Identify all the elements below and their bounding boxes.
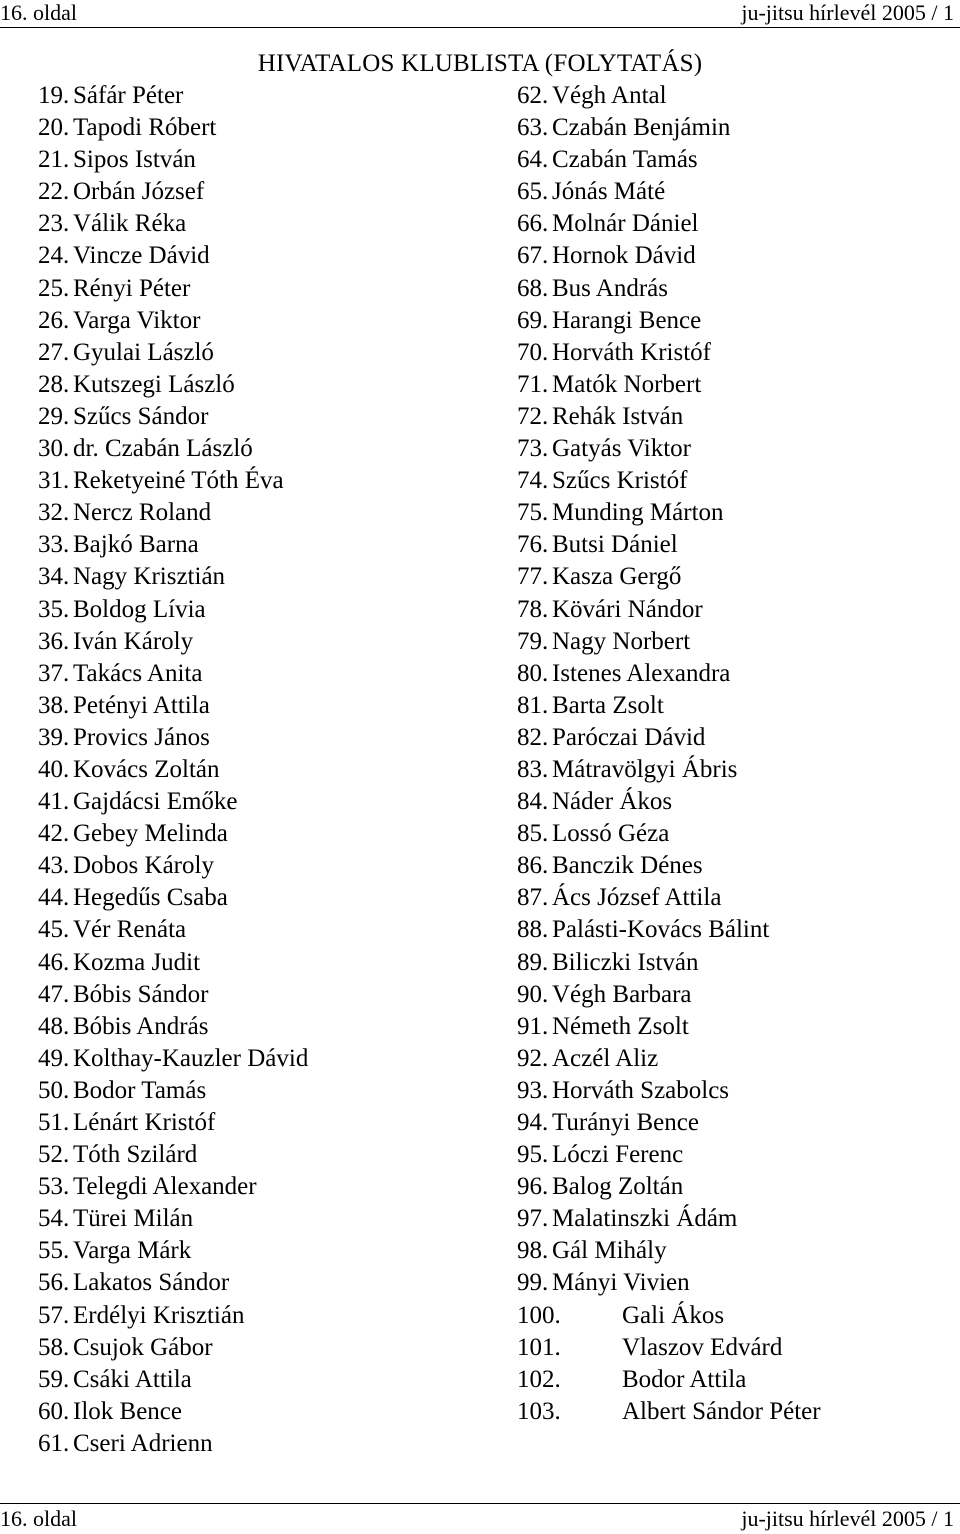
member-name: Szűcs Kristóf [552,467,688,495]
list-item [517,1203,947,1235]
member-number: 50. [38,1076,70,1104]
member-number: 78. [517,595,549,623]
member-name: Kolthay-Kauzler Dávid [73,1044,309,1072]
page-title: HIVATALOS KLUBLISTA (FOLYTATÁS) [257,50,703,77]
list-item [38,1267,478,1299]
list-item [517,754,947,786]
member-number: 94. [517,1109,549,1136]
member-number: 69. [517,306,549,334]
list-item [38,786,478,818]
member-number: 92. [517,1044,549,1072]
member-number: 65. [517,178,549,206]
list-item [517,1043,947,1075]
club-list-left-column [38,80,478,1460]
list-item [517,208,947,240]
member-number: 89. [517,948,549,976]
member-number: 24. [38,242,70,270]
member-name: Mányi Vivien [552,1269,690,1297]
member-name: Rehák István [552,402,684,430]
list-item [38,80,478,112]
list-item [38,1011,478,1043]
member-number: 95. [517,1141,549,1169]
member-number: 99. [517,1269,549,1297]
member-name: Vér Renáta [73,916,187,944]
member-name: Bajkó Barna [73,531,199,559]
member-name: Gebey Melinda [73,820,228,848]
member-name: Rényi Péter [73,274,191,302]
list-item [38,1428,478,1460]
member-number: 66. [517,210,549,238]
member-name: Malatinszki Ádám [552,1205,738,1233]
list-item [517,1139,947,1171]
list-item [38,497,478,529]
member-name: Gál Mihály [552,1237,667,1265]
member-number: 22. [38,178,70,206]
member-number: 98. [517,1237,549,1265]
member-name: Erdélyi Krisztián [73,1301,245,1329]
member-name: Bodor Attila [622,1365,747,1393]
member-number: 87. [517,884,549,912]
page-header [0,0,960,26]
member-name: Dobos Károly [73,852,214,880]
member-number: 80. [517,659,549,687]
member-number: 54. [38,1205,70,1233]
member-number: 72. [517,402,549,430]
member-name: Balog Zoltán [552,1173,684,1201]
list-item [517,433,947,465]
list-item [38,1139,478,1171]
member-name: Hornok Dávid [552,242,696,270]
member-number: 19. [38,82,70,109]
member-name: Cseri Adrienn [73,1429,213,1457]
list-item [517,1300,947,1332]
list-item [38,144,478,176]
member-name: Kutszegi László [73,370,235,398]
member-number: 26. [38,306,70,334]
member-name: Vlaszov Edvárd [622,1333,783,1361]
member-number: 85. [517,820,549,848]
list-item [517,1332,947,1364]
list-item [38,754,478,786]
member-name: Petényi Attila [73,691,210,719]
list-item [517,1107,947,1139]
member-name: Németh Zsolt [552,1012,689,1040]
list-item [517,561,947,593]
member-name: Vincze Dávid [73,242,210,270]
list-item [517,658,947,690]
member-number: 97. [517,1205,549,1233]
member-name: Kasza Gergő [552,563,682,591]
member-name: Palásti-Kovács Bálint [552,916,770,944]
member-number: 36. [38,627,70,655]
member-number: 21. [38,146,70,174]
member-name: Kozma Judit [73,948,201,976]
member-name: Istenes Alexandra [552,659,731,687]
list-item [38,465,478,497]
list-item [38,273,478,305]
list-item [38,722,478,754]
member-number: 93. [517,1076,549,1104]
member-number: 103. [517,1397,561,1425]
list-item [517,80,947,112]
list-item [517,529,947,561]
list-item [517,369,947,401]
member-name: Sipos István [73,146,196,174]
list-item [517,914,947,946]
member-name: Szűcs Sándor [73,402,209,430]
list-item [38,914,478,946]
list-item [517,818,947,850]
member-name: Kovács Zoltán [73,755,220,783]
member-number: 45. [38,916,70,944]
list-item [38,979,478,1011]
member-name: Jónás Máté [552,178,666,206]
member-name: Horváth Kristóf [552,338,711,366]
member-number: 101. [517,1333,561,1361]
page-footer [0,1506,960,1532]
list-item [517,401,947,433]
list-item [38,850,478,882]
list-item [517,112,947,144]
member-number: 75. [517,499,549,527]
list-item [517,850,947,882]
member-number: 76. [517,531,549,559]
member-number: 33. [38,531,70,559]
member-number: 28. [38,370,70,398]
member-number: 34. [38,563,70,591]
member-name: Telegdi Alexander [73,1173,257,1201]
list-item [38,337,478,369]
list-item [517,979,947,1011]
list-item [38,369,478,401]
list-item [38,947,478,979]
member-name: Tóth Szilárd [73,1141,198,1169]
member-number: 55. [38,1237,70,1265]
list-item [38,594,478,626]
list-item [517,882,947,914]
member-name: Csáki Attila [73,1365,192,1393]
member-number: 29. [38,402,70,430]
list-item [38,176,478,208]
member-number: 37. [38,659,70,687]
member-name: Barta Zsolt [552,691,664,719]
list-item [38,882,478,914]
member-name: Bóbis Sándor [73,980,209,1008]
member-number: 91. [517,1012,549,1040]
list-item [517,273,947,305]
member-name: Horváth Szabolcs [552,1076,730,1104]
list-item [38,305,478,337]
header-publication-title: ju-jitsu hírlevél 2005 / 1 [741,0,954,25]
member-name: Lénárt Kristóf [73,1109,216,1136]
member-name: Czabán Benjámin [552,114,731,142]
member-name: Hegedűs Csaba [73,884,228,912]
member-number: 86. [517,852,549,880]
list-item [38,1043,478,1075]
list-item [38,1203,478,1235]
list-item [38,561,478,593]
member-number: 63. [517,114,549,142]
member-name: Orbán József [73,178,205,206]
member-name: Albert Sándor Péter [622,1397,821,1425]
member-number: 44. [38,884,70,912]
member-name: Biliczki István [552,948,699,976]
member-number: 83. [517,755,549,783]
member-number: 61. [38,1429,70,1457]
member-number: 51. [38,1109,70,1136]
header-divider [0,27,960,28]
member-number: 68. [517,274,549,302]
member-name: Bóbis András [73,1012,209,1040]
list-item [38,1107,478,1139]
list-item [38,626,478,658]
member-number: 74. [517,467,549,495]
member-number: 43. [38,852,70,880]
member-name: Gyulai László [73,338,214,366]
member-name: Lossó Géza [552,820,670,848]
member-number: 81. [517,691,549,719]
list-item [38,529,478,561]
member-name: Czabán Tamás [552,146,698,174]
member-number: 31. [38,467,70,495]
member-number: 96. [517,1173,549,1201]
list-item [38,1300,478,1332]
list-item [38,1332,478,1364]
member-number: 47. [38,980,70,1008]
member-number: 60. [38,1397,70,1425]
member-name: Nagy Krisztián [73,563,226,591]
member-name: Tapodi Róbert [73,114,217,142]
member-number: 52. [38,1141,70,1169]
member-name: Náder Ákos [552,788,673,816]
list-item [517,594,947,626]
list-item [517,337,947,369]
list-item [517,465,947,497]
member-name: Reketyeiné Tóth Éva [73,467,284,495]
member-name: Mátravölgyi Ábris [552,755,738,783]
member-name: Válik Réka [73,210,187,238]
member-name: Aczél Aliz [552,1044,659,1072]
member-number: 25. [38,274,70,302]
member-name: Iván Károly [73,627,194,655]
list-item [517,722,947,754]
member-name: Varga Viktor [73,306,201,334]
member-number: 102. [517,1365,561,1393]
member-name: Nercz Roland [73,499,212,527]
member-name: Lakatos Sándor [73,1269,230,1297]
member-number: 77. [517,563,549,591]
member-name: Varga Márk [73,1237,192,1265]
list-item [38,208,478,240]
member-name: Ilok Bence [73,1397,182,1425]
member-name: Lóczi Ferenc [552,1141,684,1169]
list-item [517,1011,947,1043]
member-number: 59. [38,1365,70,1393]
list-item [38,401,478,433]
member-name: Boldog Lívia [73,595,206,623]
member-name: Takács Anita [73,659,203,687]
member-name: Nagy Norbert [552,627,691,655]
member-number: 70. [517,338,549,366]
list-item [38,433,478,465]
list-item [517,1364,947,1396]
member-number: 23. [38,210,70,238]
member-name: Bodor Tamás [73,1076,207,1104]
member-name: Banczik Dénes [552,852,703,880]
member-number: 38. [38,691,70,719]
list-item [517,786,947,818]
member-name: Kövári Nándor [552,595,703,623]
club-list-right-column [517,80,947,1428]
member-number: 35. [38,595,70,623]
member-number: 82. [517,723,549,751]
member-number: 67. [517,242,549,270]
list-item [38,112,478,144]
member-number: 39. [38,723,70,751]
member-name: Gajdácsi Emőke [73,788,238,816]
member-number: 56. [38,1269,70,1297]
list-item [517,144,947,176]
member-number: 53. [38,1173,70,1201]
member-name: Munding Márton [552,499,724,527]
list-item [38,1171,478,1203]
member-number: 73. [517,435,549,463]
list-item [517,305,947,337]
list-item [517,1075,947,1107]
member-name: Sáfár Péter [73,82,184,109]
list-item [517,690,947,722]
member-number: 88. [517,916,549,944]
member-number: 20. [38,114,70,142]
member-number: 100. [517,1301,561,1329]
list-item [517,626,947,658]
header-page-number: 16. oldal [0,0,77,25]
list-item [38,690,478,722]
member-name: Gali Ákos [622,1301,725,1329]
member-name: Türei Milán [73,1205,194,1233]
list-item [38,1364,478,1396]
member-number: 79. [517,627,549,655]
list-item [38,1075,478,1107]
member-number: 62. [517,82,549,109]
member-number: 42. [38,820,70,848]
list-item [38,1235,478,1267]
member-number: 90. [517,980,549,1008]
member-name: Molnár Dániel [552,210,699,238]
member-number: 48. [38,1012,70,1040]
list-item [38,1396,478,1428]
member-name: Csujok Gábor [73,1333,213,1361]
member-name: Matók Norbert [552,370,702,398]
member-number: 30. [38,435,70,463]
member-number: 71. [517,370,549,398]
member-name: Bus András [552,274,668,302]
member-number: 49. [38,1044,70,1072]
list-item [38,818,478,850]
member-name: Provics János [73,723,210,751]
list-item [517,947,947,979]
footer-divider [0,1503,960,1504]
list-item [517,1396,947,1428]
member-number: 64. [517,146,549,174]
member-name: Végh Antal [552,82,667,109]
member-name: Turányi Bence [552,1109,699,1136]
list-item [38,240,478,272]
member-name: Gatyás Viktor [552,435,691,463]
list-item [517,176,947,208]
member-name: dr. Czabán László [73,435,253,463]
list-item [517,240,947,272]
member-name: Végh Barbara [552,980,692,1008]
list-item [517,1267,947,1299]
member-number: 40. [38,755,70,783]
member-name: Paróczai Dávid [552,723,706,751]
member-name: Harangi Bence [552,306,702,334]
member-number: 27. [38,338,70,366]
footer-publication-title: ju-jitsu hírlevél 2005 / 1 [741,1506,954,1531]
member-number: 32. [38,499,70,527]
list-item [517,1235,947,1267]
member-number: 46. [38,948,70,976]
member-number: 58. [38,1333,70,1361]
member-name: Ács József Attila [552,884,722,912]
list-item [517,497,947,529]
member-number: 57. [38,1301,70,1329]
list-item [517,1171,947,1203]
member-number: 84. [517,788,549,816]
footer-page-number: 16. oldal [0,1506,77,1531]
list-item [38,658,478,690]
member-number: 41. [38,788,70,816]
member-name: Butsi Dániel [552,531,678,559]
